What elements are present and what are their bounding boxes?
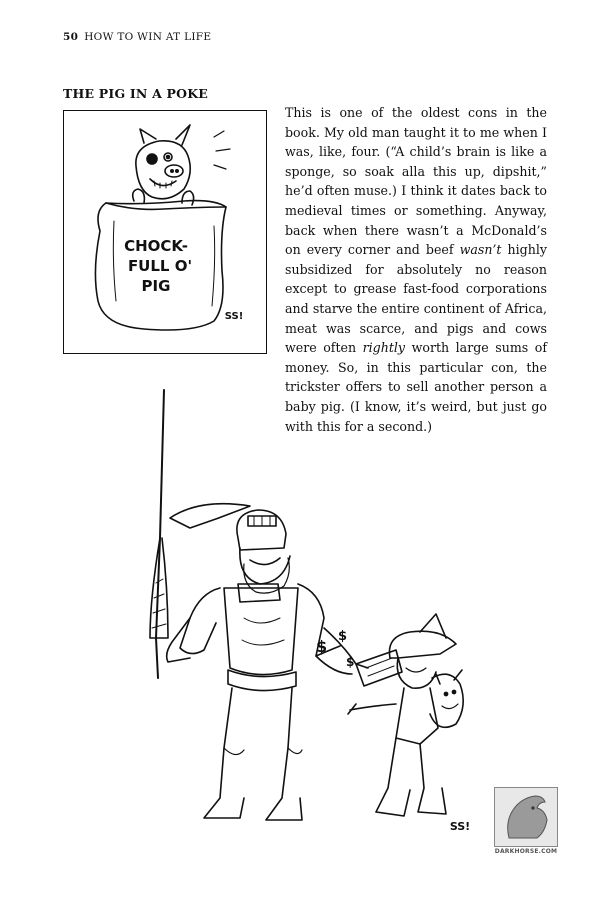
knight-and-trickster-illustration xyxy=(120,388,492,853)
body-paragraph xyxy=(285,103,547,436)
body-text-3: worth large sums of money. So, in this particular con, the trickster offers to sell another person a baby pig. (I know, it’s weird, but just go with this for a second.) xyxy=(285,340,547,434)
dark-horse-logo xyxy=(494,787,558,857)
body-emphasis-1: wasn’t xyxy=(459,242,502,258)
sack-line-3: PIG xyxy=(141,277,171,295)
section-title: THE PIG IN A POKE xyxy=(63,86,209,101)
money-symbol-1: $ xyxy=(316,637,328,656)
publisher-url: DARKHORSE.COM xyxy=(494,848,558,855)
illustration-signature: SS! xyxy=(449,820,471,833)
horse-head-icon xyxy=(494,787,558,847)
panel-signature: SS! xyxy=(224,311,244,322)
sack-line-1: CHOCK- xyxy=(124,237,188,255)
sack-line-2: FULL O' xyxy=(127,257,193,275)
body-emphasis-2: rightly xyxy=(362,340,406,356)
page-number: 50 xyxy=(63,31,79,43)
body-text-2: highly subsidized for absolutely no reason except to grease fast-food corporations and starve the entire continent of Africa, meat was scarce, and pigs and cows were often xyxy=(285,242,547,356)
money-symbol-3: $ xyxy=(346,655,355,669)
money-symbol-2: $ xyxy=(338,629,348,644)
sack-pig-drawing xyxy=(64,111,266,353)
running-head xyxy=(63,31,211,43)
knight-trickster-drawing xyxy=(120,388,492,853)
sack-pig-cartoon xyxy=(63,110,267,354)
book-title: HOW TO WIN AT LIFE xyxy=(84,31,212,43)
body-text-1: This is one of the oldest cons in the book. My old man taught it to me when I was, like, four. (“A child’s brain is like a sponge, so soak alla this up, dipshit,” he’d often muse.) I think it dates back to medieval times or something. Anyway, back when there wasn’t a McDonald’s on every corner and beef xyxy=(285,105,547,258)
